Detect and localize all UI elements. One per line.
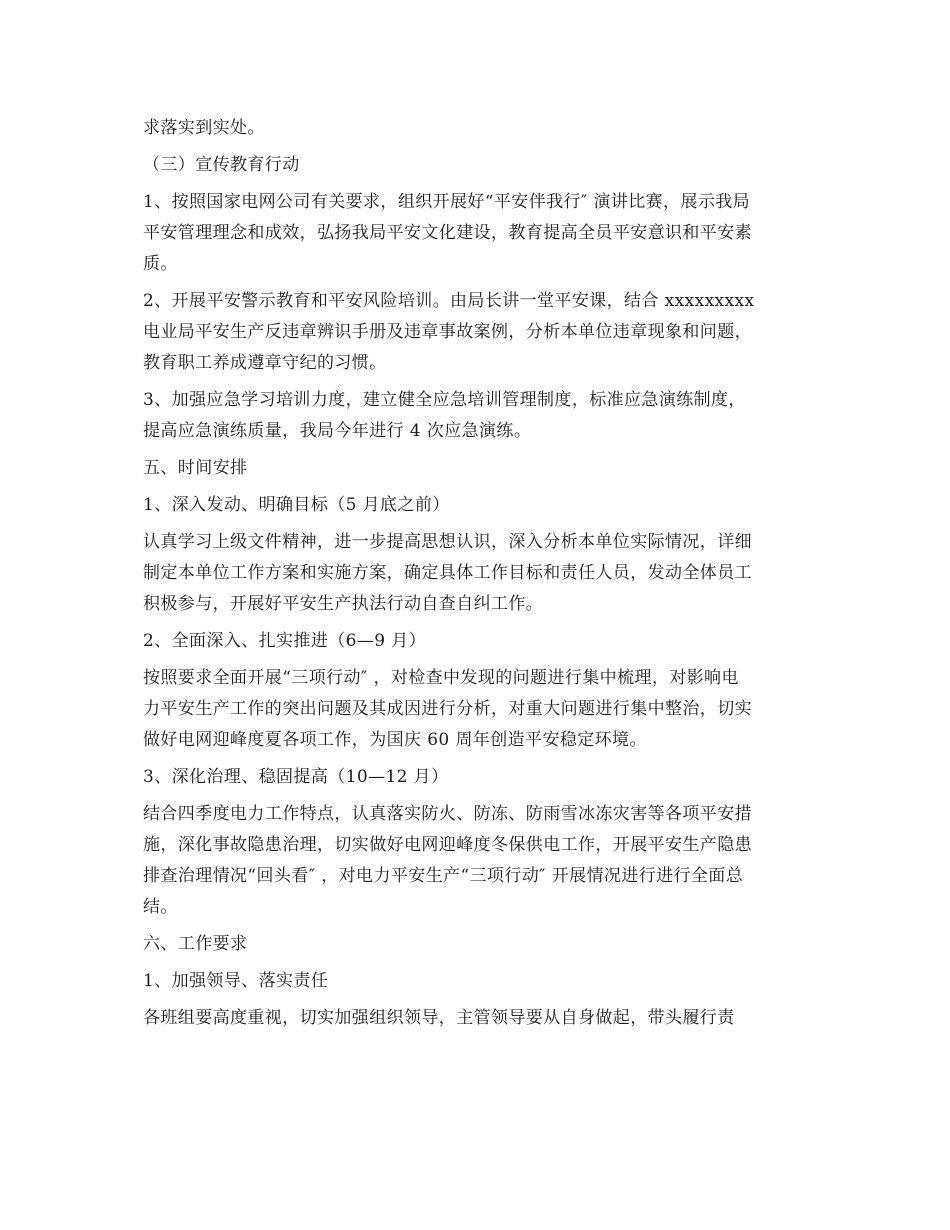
text-line: 3、深化治理、稳固提高（10—12 月） (143, 767, 449, 787)
text-line: 制定本单位工作方案和实施方案，确定具体工作目标和责任人员，发动全体员工 (143, 563, 752, 583)
text-line: 1、深入发动、明确目标（5 月底之前） (143, 495, 450, 515)
text-line: 2、全面深入、扎实推进（6—9 月） (143, 631, 427, 651)
text-line: 结合四季度电力工作特点，认真落实防火、防冻、防雨雪冰冻灾害等各项平安措 (143, 804, 752, 824)
text-line: 认真学习上级文件精神，进一步提高思想认识，深入分析本单位实际情况，详细 (143, 532, 752, 552)
text-line: 按照要求全面开展“三项行动″ ，对检查中发现的问题进行集中梳理，对影响电 (143, 668, 739, 688)
text-line: 教育职工养成遵章守纪的习惯。 (143, 353, 387, 373)
text-line: 排查治理情况“回头看″ ，对电力平安生产“三项行动″ 开展情况进行进行全面总 (143, 866, 744, 886)
text-line: 五、时间安排 (143, 458, 248, 478)
text-line: 力平安生产工作的突出问题及其成因进行分析，对重大问题进行集中整治，切实 (143, 699, 752, 719)
text-line: 各班组要高度重视，切实加强组织领导，主管领导要从自身做起，带头履行责 (143, 1008, 735, 1028)
text-line: 结。 (143, 897, 178, 917)
text-line: 提高应急演练质量，我局今年进行 4 次应急演练。 (143, 421, 532, 441)
text-line: （三）宣传教育行动 (143, 155, 300, 175)
text-line: 平安管理理念和成效，弘扬我局平安文化建设，教育提高全员平安意识和平安素 (143, 223, 752, 243)
text-line: 六、工作要求 (143, 934, 248, 954)
text-line: 3、加强应急学习培训力度，建立健全应急培训管理制度，标准应急演练制度， (143, 390, 746, 410)
text-line: 2、开展平安警示教育和平安风险培训。由局长讲一堂平安课，结合 xxxxxxxxx (143, 291, 755, 311)
text-line: 施，深化事故隐患治理，切实做好电网迎峰度冬保供电工作，开展平安生产隐患 (143, 835, 752, 855)
text-line: 1、加强领导、落实责任 (143, 971, 329, 991)
text-line: 1、按照国家电网公司有关要求，组织开展好“平安伴我行″ 演讲比赛，展示我局 (143, 192, 751, 212)
text-line: 做好电网迎峰度夏各项工作，为国庆 60 周年创造平安稳定环境。 (143, 730, 647, 750)
text-line: 积极参与，开展好平安生产执法行动自查自纠工作。 (143, 594, 544, 614)
text-line: 质。 (143, 254, 178, 274)
text-line: 求落实到实处。 (143, 118, 265, 138)
text-line: 电业局平安生产反违章辨识手册及违章事故案例，分析本单位违章现象和问题， (143, 322, 752, 342)
document-body (143, 113, 815, 1034)
